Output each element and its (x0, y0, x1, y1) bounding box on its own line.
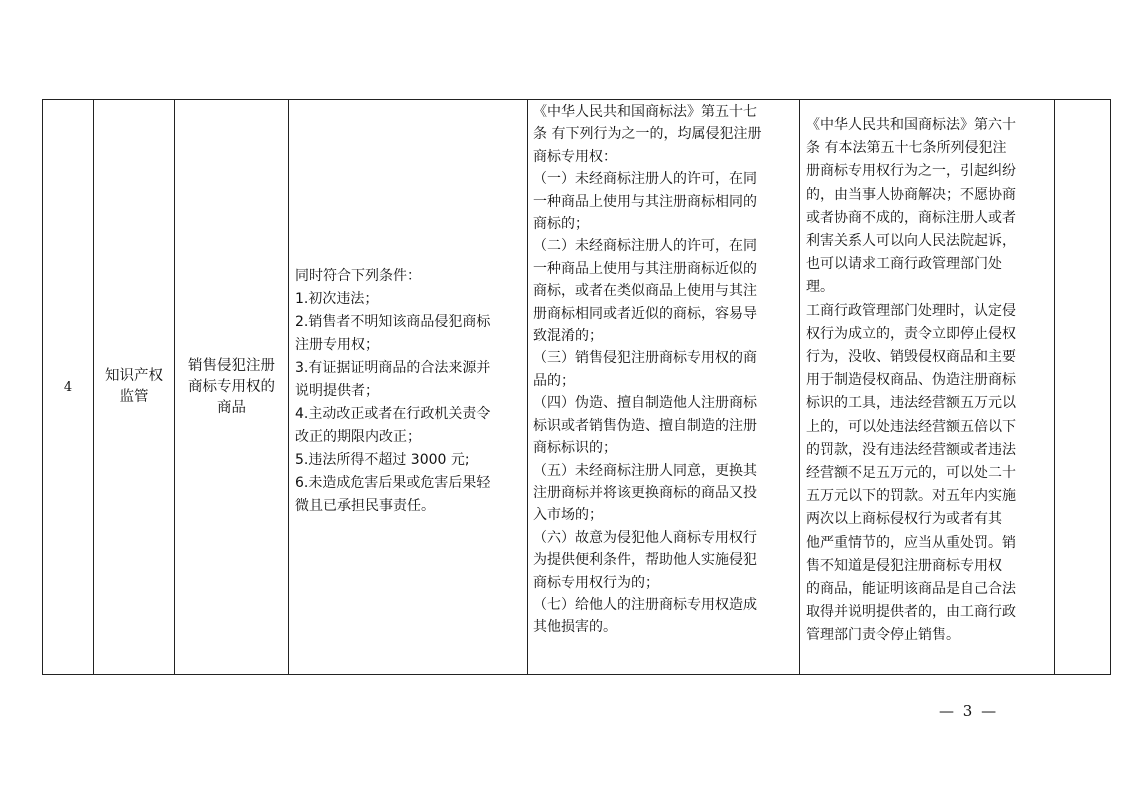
penalty-basis-line: 的，由当事人协商解决；不愿协商 (806, 186, 1016, 203)
legal-basis-line: 册商标相同或者近似的商标，容易导 (533, 305, 757, 322)
page-number: — 3 — (939, 702, 999, 720)
penalty-basis-line: 标识的工具，违法经营额五万元以 (806, 395, 1016, 412)
legal-basis-line: 品的； (533, 372, 575, 389)
condition-line: 4.主动改正或者在行政机关责令 (295, 405, 491, 422)
category-line: 监管 (119, 389, 149, 405)
item-cell (175, 100, 289, 675)
penalty-basis-line: 也可以请求工商行政管理部门处 (806, 256, 1002, 273)
legal-basis-line: 注册商标并将该更换商标的商品又投 (533, 484, 757, 501)
condition-line: 2.销售者不明知该商品侵犯商标 (295, 313, 491, 330)
legal-basis-line: 《中华人民共和国商标法》第五十七 (533, 104, 757, 120)
legal-basis-line: 商标专用权： (533, 148, 617, 165)
legal-basis-line: 致混淆的； (533, 328, 603, 345)
condition-line: 6.未造成危害后果或危害后果轻 (295, 474, 491, 491)
condition-line: 改正的期限内改正； (295, 428, 421, 445)
penalty-basis-cell (800, 100, 1055, 675)
condition-line: 同时符合下列条件： (295, 267, 421, 284)
legal-basis-line: （六）故意为侵犯他人商标专用权行 (533, 529, 757, 546)
penalty-basis-line: 《中华人民共和国商标法》第六十 (806, 117, 1016, 133)
penalty-basis-line: 管理部门责令停止销售。 (806, 627, 960, 644)
penalty-basis-line: 利害关系人可以向人民法院起诉， (806, 233, 1016, 250)
category-cell (94, 100, 175, 675)
legal-basis-line: （一）未经商标注册人的许可，在同 (533, 171, 757, 188)
enforcement-table (42, 99, 1111, 675)
penalty-basis-line: 工商行政管理部门处理时，认定侵 (806, 302, 1016, 319)
penalty-basis-line: 用于制造侵权商品、伪造注册商标 (806, 372, 1016, 389)
penalty-basis-line: 他严重情节的，应当从重处罚。销 (806, 534, 1016, 551)
condition-line: 说明提供者； (295, 382, 379, 399)
category-line: 知识产权 (105, 368, 163, 384)
item-line: 商标专用权的 (188, 378, 275, 395)
penalty-basis-line: 的商品，能证明该商品是自己合法 (806, 581, 1016, 598)
legal-basis-line: 商标专用权行为的； (533, 574, 659, 591)
penalty-basis-line: 权行为成立的，责令立即停止侵权 (806, 325, 1016, 342)
condition-line: 5.违法所得不超过 3000 元; (295, 451, 470, 468)
legal-basis-line: （四）伪造、擅自制造他人注册商标 (533, 395, 757, 412)
legal-basis-line: 标识或者销售伪造、擅自制造的注册 (533, 417, 757, 434)
penalty-basis-line: 或者协商不成的，商标注册人或者 (806, 209, 1016, 226)
legal-basis-cell (528, 100, 800, 675)
penalty-basis-line: 行为，没收、销毁侵权商品和主要 (806, 349, 1016, 366)
condition-line: 3.有证据证明商品的合法来源并 (295, 359, 491, 376)
penalty-basis-line: 五万元以下的罚款。对五年内实施 (806, 488, 1016, 505)
legal-basis-line: （三）销售侵犯注册商标专用权的商 (533, 350, 757, 367)
item-line: 商品 (217, 399, 246, 416)
legal-basis-line: 一种商品上使用与其注册商标相同的 (533, 193, 757, 210)
legal-basis-line: 一种商品上使用与其注册商标近似的 (533, 260, 757, 277)
legal-basis-line: 入市场的； (533, 507, 603, 524)
row-number (43, 100, 94, 675)
legal-basis-line: 商标，或者在类似商品上使用与其注 (533, 283, 757, 300)
penalty-basis-line: 经营额不足五万元的，可以处二十 (806, 465, 1016, 482)
conditions-cell (289, 100, 528, 675)
penalty-basis-line: 条 有本法第五十七条所列侵犯注 (806, 140, 1007, 157)
legal-basis-line: （五）未经商标注册人同意，更换其 (533, 462, 757, 479)
legal-basis-line: 商标的； (533, 216, 589, 233)
penalty-basis-line: 理。 (806, 279, 834, 296)
penalty-basis-line: 售不知道是侵犯注册商标专用权 (806, 557, 1002, 574)
item-line: 销售侵犯注册 (188, 357, 275, 374)
row-number-text: 4 (63, 379, 73, 395)
legal-basis-line: （二）未经商标注册人的许可，在同 (533, 238, 757, 255)
condition-line: 注册专用权； (295, 336, 379, 353)
legal-basis-line: 条 有下列行为之一的，均属侵犯注册 (533, 126, 762, 143)
penalty-basis-line: 册商标专用权行为之一，引起纠纷 (806, 163, 1016, 180)
legal-basis-line: 为提供便利条件，帮助他人实施侵犯 (533, 552, 757, 569)
penalty-basis-line: 两次以上商标侵权行为或者有其 (806, 511, 1002, 528)
notes-cell (1055, 100, 1111, 675)
legal-basis-line: 其他损害的。 (533, 619, 617, 636)
legal-basis-line: 商标标识的； (533, 440, 617, 457)
penalty-basis-line: 取得并说明提供者的，由工商行政 (806, 604, 1016, 621)
condition-line: 微且已承担民事责任。 (295, 497, 435, 514)
penalty-basis-line: 上的，可以处违法经营额五倍以下 (806, 418, 1016, 435)
condition-line: 1.初次违法； (295, 290, 379, 307)
legal-basis-line: （七）给他人的注册商标专用权造成 (533, 596, 757, 613)
penalty-basis-line: 的罚款，没有违法经营额或者违法 (806, 441, 1016, 458)
table-row (43, 100, 1111, 675)
